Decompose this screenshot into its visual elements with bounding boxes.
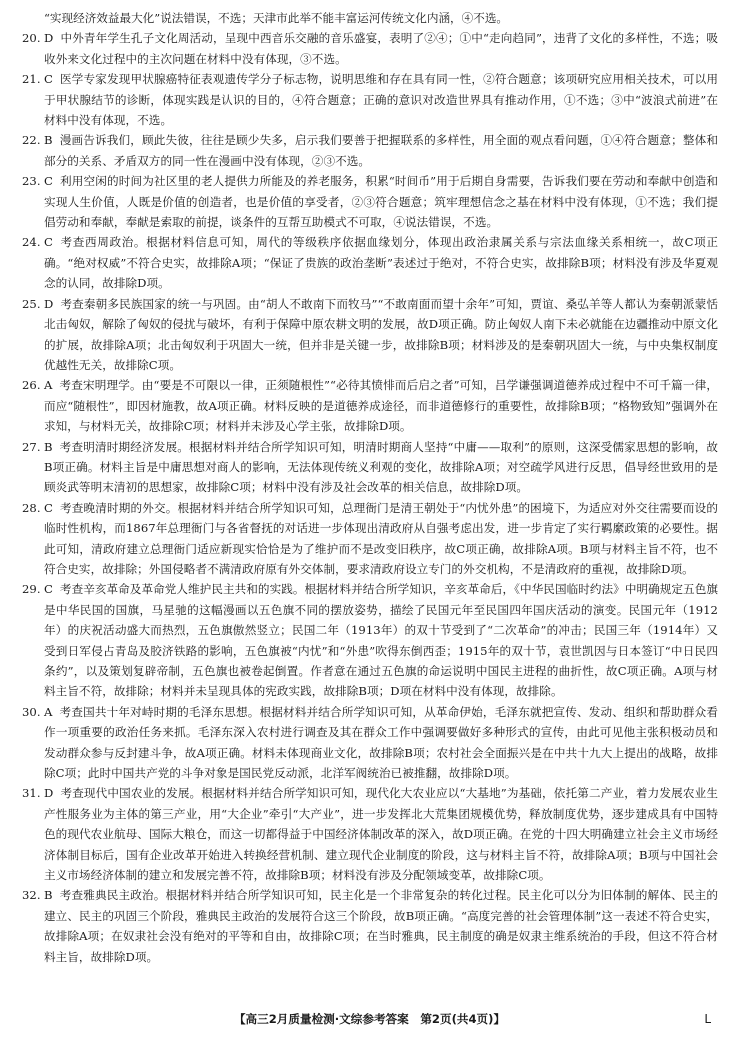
answer-letter: A (44, 378, 53, 393)
answer-letter: C (44, 174, 53, 189)
question-number: 25. (22, 296, 41, 311)
question-number: 32. (22, 888, 41, 903)
answer-item (22, 885, 718, 967)
answer-explanation: 考查秦朝多民族国家的统一与巩固。由“胡人不敢南下而牧马”“不敢南面而望十余年”可知，贾谊、桑弘羊等人都认为秦朝派蒙恬北击匈奴，解除了匈奴的侵扰与破坏，有利于保障中原农耕文明的发展，故D项正确。防止匈奴人南下未必就能在边疆推动中原文化的扩展，故排除A项；北击匈奴利于巩固大一统，但并非是关键一步，故排除B项；材料涉及的是秦朝巩固大一统，与中央集权制度优越性无关，故排除C项。 (44, 296, 718, 372)
answer-item (22, 171, 718, 232)
answer-letter: C (44, 235, 53, 250)
question-number: 20. (22, 31, 41, 46)
answer-explanation: 考查明清时期经济发展。根据材料并结合所学知识可知，明清时期商人坚持“中庸——取利”的原则，这深受儒家思想的影响，故B项正确。材料主旨是中庸思想对商人的影响，无法体现传统义利观的变化，故排除A项；对空疏学风进行反思，倡导经世致用的是顾炎武等明末清初的思想家，故排除C项；材料中没有涉及社会改革的相关信息，故排除D项。 (44, 439, 718, 495)
answer-explanation: 漫画告诉我们，顾此失彼，往往是顾少失多，启示我们要善于把握联系的多样性，用全面的观点看问题，①④符合题意；整体和部分的关系、矛盾双方的同一性在漫画中没有体现，②③不选。 (44, 133, 718, 168)
question-number: 29. (22, 582, 41, 597)
answer-explanation: 考查雅典民主政治。根据材料并结合所学知识可知，民主化是一个非常复杂的转化过程。民主化可以分为旧体制的解体、民主的建立、民主的巩固三个阶段，雅典民主政治的发展符合这三个阶段，故B项正确。“高度完善的社会管理体制”这一表述不符合史实，故排除A项；在奴隶社会没有绝对的平等和自由，故排除C项；在当时雅典，民主制度的确是奴隶主维系统治的手段，但这不符合材料主旨，故排除D项。 (44, 888, 718, 964)
question-number: 28. (22, 500, 41, 515)
answer-letter: B (44, 439, 53, 454)
answer-letter: B (44, 888, 53, 903)
answer-letter: B (44, 133, 53, 148)
answer-letter: D (44, 31, 54, 46)
question-number: 30. (22, 704, 41, 719)
answer-item (22, 579, 718, 701)
answer-content (22, 8, 718, 967)
answer-explanation: 考查晚清时期的外交。根据材料并结合所学知识可知，总理衙门是清王朝处于“内忧外患”的困境下，为适应对外交往需要而设的临时性机构，而1867年总理衙门与各省督抚的对话进一步体现出清政府从自强考虑出发，进一步肯定了实行羁縻政策的必要性。据此可知，清政府建立总理衙门适应新现实恰恰是为了维护而不是改变旧秩序，故C项正确，故排除A项。B项与材料主旨不符，也不符合史实，故排除；外国侵略者不满清政府原有外交体制，要求清政府设立专门的外交机构，不是清政府的重视，故排除D项。 (44, 500, 718, 576)
answer-items (22, 28, 718, 967)
answer-letter: A (44, 704, 53, 719)
answer-item (22, 28, 718, 69)
answer-letter: C (44, 72, 53, 87)
question-number: 23. (22, 174, 41, 189)
answer-item (22, 437, 718, 498)
answer-item (22, 232, 718, 293)
answer-explanation: 医学专家发现甲状腺癌特征表观遗传学分子标志物，说明思维和存在具有同一性，②符合题意；该项研究应用相关技术，可以用于甲状腺结节的诊断，体现实践是认识的目的，④符合题意；正确的意识对改造世界具有推动作用，①不选；③中“波浪式前进”在材料中没有体现，不选。 (44, 72, 718, 128)
continued-line: “实现经济效益最大化”说法错误，不选；天津市此举不能丰富运河传统文化内涵，④不选。 (44, 11, 509, 25)
answer-explanation: 考查宋明理学。由“要是不可限以一律，正须随根性”“必待其愤悱而后启之者”可知，吕学谦强调道德养成过程中不可千篇一律，而应“随根性”，即因材施教，故A项正确。材料反映的是道德养成途径，而非道德修行的重要性，故排除B项；“格物致知”强调外在求知，与材料无关，故排除C项；材料并未涉及心学主张，故排除D项。 (44, 378, 718, 434)
answer-item (22, 783, 718, 885)
question-number: 31. (22, 786, 41, 801)
answer-letter: C (44, 582, 53, 597)
answer-item (22, 69, 718, 130)
answer-item (22, 294, 718, 376)
footer-title: 【高三2月质量检测·文综参考答案 第2页(共4页)】 (233, 1012, 506, 1026)
answer-item (22, 130, 718, 171)
answer-explanation: 中外青年学生孔子文化周活动，呈现中西音乐交融的音乐盛宴，表明了②④；①中“走向趋同”，违背了文化的多样性，不选；吸收外来文化过程中的主次问题在材料中没有体现，③不选。 (44, 31, 718, 66)
answer-explanation: 考查西周政治。根据材料信息可知，周代的等级秩序依据血缘划分，体现出政治隶属关系与宗法血缘关系相统一，故C项正确。“绝对权威”不符合史实，故排除A项；“保证了贵族的政治垄断”表述过于绝对，不符合史实，故排除B项；材料没有涉及华夏观念的认同，故排除D项。 (44, 235, 718, 291)
answer-item (22, 375, 718, 436)
answer-letter: D (44, 786, 54, 801)
answer-explanation: 考查国共十年对峙时期的毛泽东思想。根据材料并结合所学知识可知，从革命伊始，毛泽东就把宣传、发动、组织和帮助群众看作一项重要的政治任务来抓。毛泽东深入农村进行调查及其在群众工作中强调要做好多种形式的宣传，由此可见他主张积极动员和发动群众参与反封建斗争，故A项正确。材料未体现商业文化，故排除B项；农村社会全面振兴是在中共十九大上提出的战略，故排除C项；此时中国共产党的斗争对象是国民党反动派，北洋军阀统治已被推翻，故排除D项。 (44, 704, 718, 781)
answer-item (22, 702, 718, 784)
footer-mark: L (704, 1012, 711, 1026)
answer-explanation: 考查现代中国农业的发展。根据材料并结合所学知识可知，现代化大农业应以“大基地”为基础，依托第二产业，着力发展农业生产性服务业为主体的第三产业，用“大企业”牵引“大产业”，进一步发挥北大荒集团规模优势，释放制度优势，逐步建成具有中国特色的现代农业航母、国际大粮仓，而这一切都得益于中国经济体制改革的深入，故D项正确。在党的十四大明确建立社会主义市场经济体制目标后，国有企业改革开始进入转换经营机制、建立现代企业制度的阶段，这与材料主旨不符，故排除A项；B项与中国社会主义市场经济体制的建立和发展完善不符，故排除B项；材料没有涉及分配领域变革，故排除C项。 (44, 786, 718, 883)
question-number: 27. (22, 439, 41, 454)
answer-letter: D (44, 296, 54, 311)
answer-letter: C (44, 500, 53, 515)
answer-item (22, 498, 718, 580)
question-number: 26. (22, 378, 41, 393)
question-number: 21. (22, 72, 41, 87)
question-number: 24. (22, 235, 41, 250)
answer-explanation: 考查辛亥革命及革命党人维护民主共和的实践。根据材料并结合所学知识，辛亥革命后，《中华民国临时约法》中明确规定五色旗是中华民国的国旗，马星驰的这幅漫画以五色旗不同的摆放姿势，描绘了民国元年至民国四年国庆活动的演变。民国元年（1912年）的庆祝活动盛大而热烈，五色旗傲然竖立；民国二年（1913年）的双十节受到了“二次革命”的冲击；民国三年（1914年）又受到日军侵占青岛及胶济铁路的影响，五色旗被“内忧”和“外患”吹得东倒西歪；1915年的双十节，袁世凯因与日本签订“中日民四条约”，以及策划复辟帝制，五色旗也被卷起倒置。作者意在通过五色旗的命运说明中国民主进程的曲折性，故C项正确。A项与材料主旨不符，故排除；材料并未呈现具体的宪政实践，故排除B项；D项在材料中没有体现，故排除。 (44, 582, 718, 699)
question-number: 22. (22, 133, 41, 148)
page-footer (0, 1009, 739, 1029)
answer-explanation: 利用空闲的时间为社区里的老人提供力所能及的养老服务，积累“时间币”用于后期自身需要，告诉我们要在劳动和奉献中创造和实现人生价值，人既是价值的创造者，也是价值的享受者，②③符合题意；筑牢理想信念之基在材料中没有体现，①不选；我们提倡劳动和奉献，奉献是索取的前提，谈条件的互帮互助模式不可取，④说法错误，不选。 (44, 174, 718, 230)
